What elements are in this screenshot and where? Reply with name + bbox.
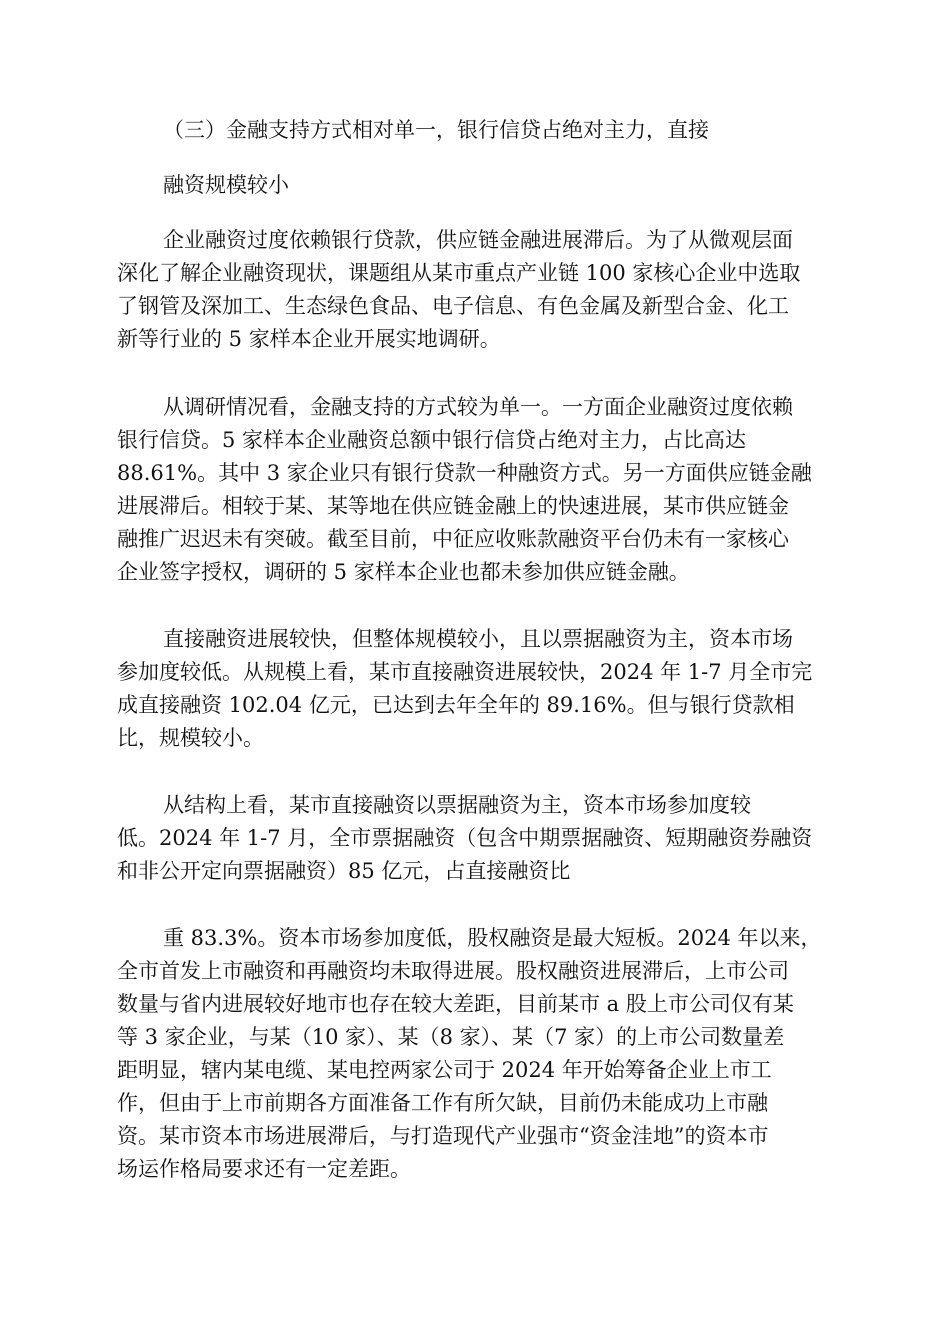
paragraph-2-line-6: 企业签字授权，调研的 5 家样本企业也都未参加供应链金融。	[117, 560, 690, 584]
paragraph-2-line-2: 银行信贷。5 家样本企业融资总额中银行信贷占绝对主力，占比高达	[117, 428, 747, 452]
paragraph-4-line-1: 从结构上看，某市直接融资以票据融资为主，资本市场参加度较	[163, 793, 751, 817]
paragraph-1-line-3: 了钢管及深加工、生态绿色食品、电子信息、有色金属及新型合金、化工	[117, 294, 789, 318]
section-heading-line-1: （三）金融支持方式相对单一，银行信贷占绝对主力，直接	[163, 118, 709, 142]
paragraph-2-line-5: 融推广迟迟未有突破。截至目前，中征应收账款融资平台仍未有一家核心	[117, 527, 789, 551]
paragraph-4-line-3: 和非公开定向票据融资）85 亿元，占直接融资比	[117, 859, 571, 883]
paragraph-1-line-1: 企业融资过度依赖银行贷款，供应链金融进展滞后。为了从微观层面	[163, 228, 793, 252]
paragraph-3-line-1: 直接融资进展较快，但整体规模较小，且以票据融资为主，资本市场	[163, 627, 793, 651]
paragraph-2-line-4: 进展滞后。相较于某、某等地在供应链金融上的快速进展，某市供应链金	[117, 494, 789, 518]
paragraph-5-line-8: 场运作格局要求还有一定差距。	[117, 1157, 411, 1181]
paragraph-5-line-3: 数量与省内进展较好地市也存在较大差距，目前某市 a 股上市公司仅有某	[117, 992, 794, 1016]
paragraph-3-line-4: 比，规模较小。	[117, 726, 264, 750]
paragraph-5-line-6: 作，但由于上市前期各方面准备工作有所欠缺，目前仍未能成功上市融	[117, 1091, 768, 1115]
paragraph-5-line-1: 重 83.3%。资本市场参加度低，股权融资是最大短板。2024 年以来，	[163, 926, 822, 950]
paragraph-1-line-2: 深化了解企业融资现状，课题组从某市重点产业链 100 家核心企业中选取	[117, 261, 801, 285]
paragraph-5-line-2: 全市首发上市融资和再融资均未取得进展。股权融资进展滞后，上市公司	[117, 959, 789, 983]
paragraph-5-line-5: 距明显，辖内某电缆、某电控两家公司于 2024 年开始筹备企业上市工	[117, 1058, 772, 1082]
paragraph-3-line-2: 参加度较低。从规模上看，某市直接融资进展较快，2024 年 1-7 月全市完	[117, 660, 813, 684]
paragraph-3-line-3: 成直接融资 102.04 亿元，已达到去年全年的 89.16%。但与银行贷款相	[117, 693, 795, 717]
paragraph-2-line-3: 88.61%。其中 3 家企业只有银行贷款一种融资方式。另一方面供应链金融	[117, 461, 812, 485]
paragraph-1-line-4: 新等行业的 5 家样本企业开展实地调研。	[117, 327, 501, 351]
paragraph-5-line-7: 资。某市资本市场进展滞后，与打造现代产业强市“资金洼地”的资本市	[117, 1124, 769, 1148]
paragraph-4-line-2: 低。2024 年 1-7 月，全市票据融资（包含中期票据融资、短期融资券融资	[117, 826, 813, 850]
paragraph-5-line-4: 等 3 家企业，与某（10 家）、某（8 家）、某（7 家）的上市公司数量差	[117, 1025, 785, 1049]
paragraph-2-line-1: 从调研情况看，金融支持的方式较为单一。一方面企业融资过度依赖	[163, 395, 793, 419]
section-heading-line-2: 融资规模较小	[163, 173, 289, 197]
